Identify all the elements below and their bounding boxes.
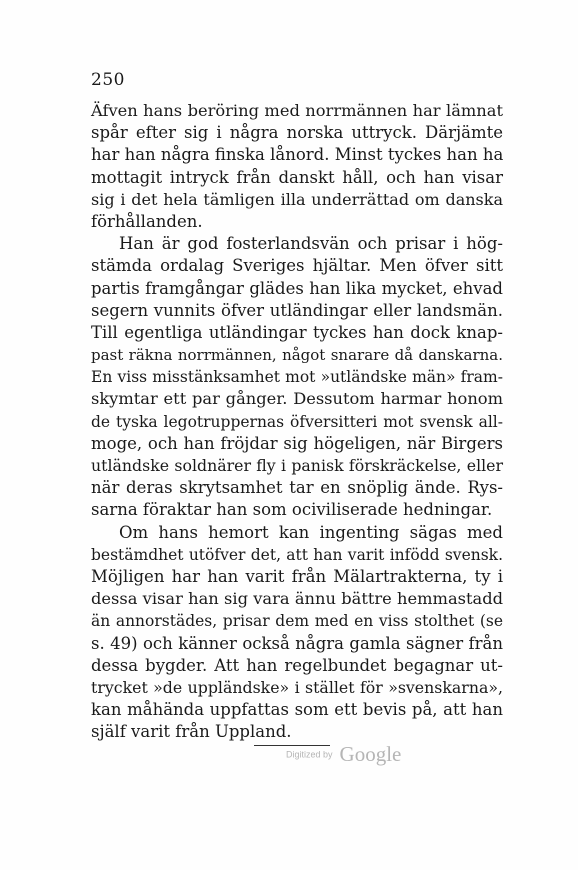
text-line: trycket »de uppländske» i stället för »svenskarna», (91, 677, 503, 697)
text-line: de tyska legotruppernas öfversitteri mot svensk all- (91, 412, 503, 431)
text-line: när deras skrytsamhet tar en snöplig ände. Rys- (91, 478, 503, 498)
text-line: utländske soldnärer fly i panisk förskräckelse, eller (91, 456, 503, 475)
text-line: skymtar ett par gånger. Dessutom harmar honom (91, 389, 503, 409)
text-line: segern vunnits öfver utländingar eller landsmän. (91, 300, 503, 320)
text-line: stämda ordalag Sveriges hjältar. Men öfver sitt (91, 256, 503, 276)
google-logo: Google (339, 742, 402, 766)
text-line: Till egentliga utländingar tyckes han dock knap- (91, 322, 503, 342)
text-line: sig i det hela tämligen illa underrättad om danska (91, 189, 503, 209)
text-line: partis framgångar glädes han lika mycket, ehvad (91, 278, 503, 298)
text-line: Möjligen har han varit från Mälartrakterna, ty i (91, 566, 503, 586)
text-line: själf varit från Uppland. (91, 722, 292, 742)
text-line: En viss misstänksamhet mot »utländske män» fram- (91, 368, 503, 387)
digitized-watermark (286, 742, 401, 767)
text-line: Äfven hans beröring med norrmännen har lämnat (91, 101, 503, 120)
text-line: s. 49) och känner också några gamla sägner från (91, 633, 503, 653)
watermark-prefix: Digitized by (286, 749, 333, 760)
text-line: förhållanden. (91, 211, 203, 231)
text-line: past räkna norrmännen, något snarare då danskarna. (91, 346, 503, 365)
text-line: bestämdhet utöfver det, att han varit infödd svensk. (91, 545, 503, 564)
text-line: moge, och han fröjdar sig högeligen, när Birgers (91, 433, 503, 453)
text-line: spår efter sig i några norska uttryck. Därjämte (91, 123, 503, 143)
paragraph-start-line: Om hans hemort kan ingenting sägas med (119, 522, 503, 542)
paragraph-start-line: Han är god fosterlandsvän och prisar i hög- (119, 234, 503, 254)
text-line: har han några finska lånord. Minst tyckes han ha (91, 145, 504, 165)
text-line: än annorstädes, prisar dem med en viss stolthet (se (91, 612, 503, 631)
body-text (91, 100, 503, 743)
text-line: mottagit intryck från danskt håll, och han visar (91, 167, 503, 187)
page-number: 250 (91, 70, 125, 90)
text-line: kan måhända uppfattas som ett bevis på, att han (91, 700, 503, 720)
text-line: sarna föraktar han som ociviliserade hedningar. (91, 500, 493, 520)
text-line: dessa bygder. Att han regelbundet begagnar ut- (91, 655, 503, 675)
text-line: dessa visar han sig vara ännu bättre hemmastadd (91, 589, 503, 609)
